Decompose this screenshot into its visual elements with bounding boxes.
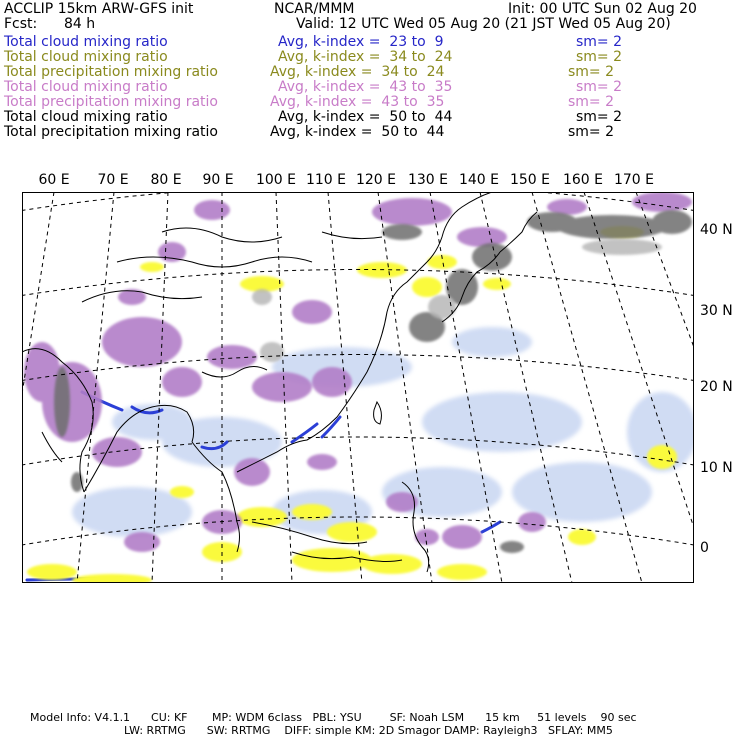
longitude-label: 140 E <box>458 172 500 188</box>
legend-field: Total precipitation mixing ratio <box>4 64 218 80</box>
legend-avg: Avg, k-index = 23 to 9 <box>278 34 444 50</box>
legend-sm: sm= 2 <box>568 94 615 110</box>
legend-sm: sm= 2 <box>568 64 615 80</box>
legend-sm: sm= 2 <box>576 49 623 65</box>
legend-avg: Avg, k-index = 50 to 44 <box>278 109 453 125</box>
valid-time: Valid: 12 UTC Wed 05 Aug 20 (21 JST Wed 05 Aug 20) <box>296 16 671 32</box>
legend-sm: sm= 2 <box>576 79 623 95</box>
model-physics-line: LW: RRTMG SW: RRTMG DIFF: simple KM: 2D Smagor DAMP: Rayleigh3 SFLAY: MM5 <box>124 724 613 737</box>
latitude-label: 0 <box>700 540 709 556</box>
legend-avg: Avg, k-index = 43 to 35 <box>270 94 445 110</box>
longitude-label: 170 E <box>613 172 655 188</box>
latitude-label: 20 N <box>700 379 733 395</box>
legend-field: Total cloud mixing ratio <box>4 109 168 125</box>
longitude-label: 150 E <box>509 172 551 188</box>
legend-field: Total cloud mixing ratio <box>4 49 168 65</box>
longitude-label: 110 E <box>305 172 347 188</box>
legend-sm: sm= 2 <box>568 124 615 140</box>
longitude-label: 120 E <box>355 172 397 188</box>
longitude-label: 80 E <box>150 172 182 188</box>
legend-field: Total precipitation mixing ratio <box>4 124 218 140</box>
longitude-label: 100 E <box>255 172 297 188</box>
legend-field: Total precipitation mixing ratio <box>4 94 218 110</box>
organization-title: NCAR/MMM <box>274 1 355 17</box>
init-time: Init: 00 UTC Sun 02 Aug 20 <box>508 1 697 17</box>
latitude-label: 30 N <box>700 303 733 319</box>
longitude-label: 130 E <box>407 172 449 188</box>
legend-sm: sm= 2 <box>576 34 623 50</box>
latitude-label: 10 N <box>700 460 733 476</box>
longitude-label: 160 E <box>562 172 604 188</box>
forecast-label: Fcst: <box>4 16 38 32</box>
legend-avg: Avg, k-index = 34 to 24 <box>270 64 445 80</box>
legend-field: Total cloud mixing ratio <box>4 34 168 50</box>
longitude-label: 90 E <box>202 172 234 188</box>
longitude-label: 60 E <box>38 172 70 188</box>
forecast-hours: 84 h <box>64 16 96 32</box>
model-title: ACCLIP 15km ARW-GFS init <box>4 1 194 17</box>
longitude-label: 70 E <box>97 172 129 188</box>
legend-avg: Avg, k-index = 50 to 44 <box>270 124 445 140</box>
model-info-line: Model Info: V4.1.1 CU: KF MP: WDM 6class PBL: YSU SF: Noah LSM 15 km 51 levels 90 sec <box>30 711 637 724</box>
legend-avg: Avg, k-index = 43 to 35 <box>278 79 453 95</box>
latitude-label: 40 N <box>700 222 733 238</box>
legend-sm: sm= 2 <box>576 109 623 125</box>
forecast-map <box>22 192 694 583</box>
legend-avg: Avg, k-index = 34 to 24 <box>278 49 453 65</box>
legend-field: Total cloud mixing ratio <box>4 79 168 95</box>
